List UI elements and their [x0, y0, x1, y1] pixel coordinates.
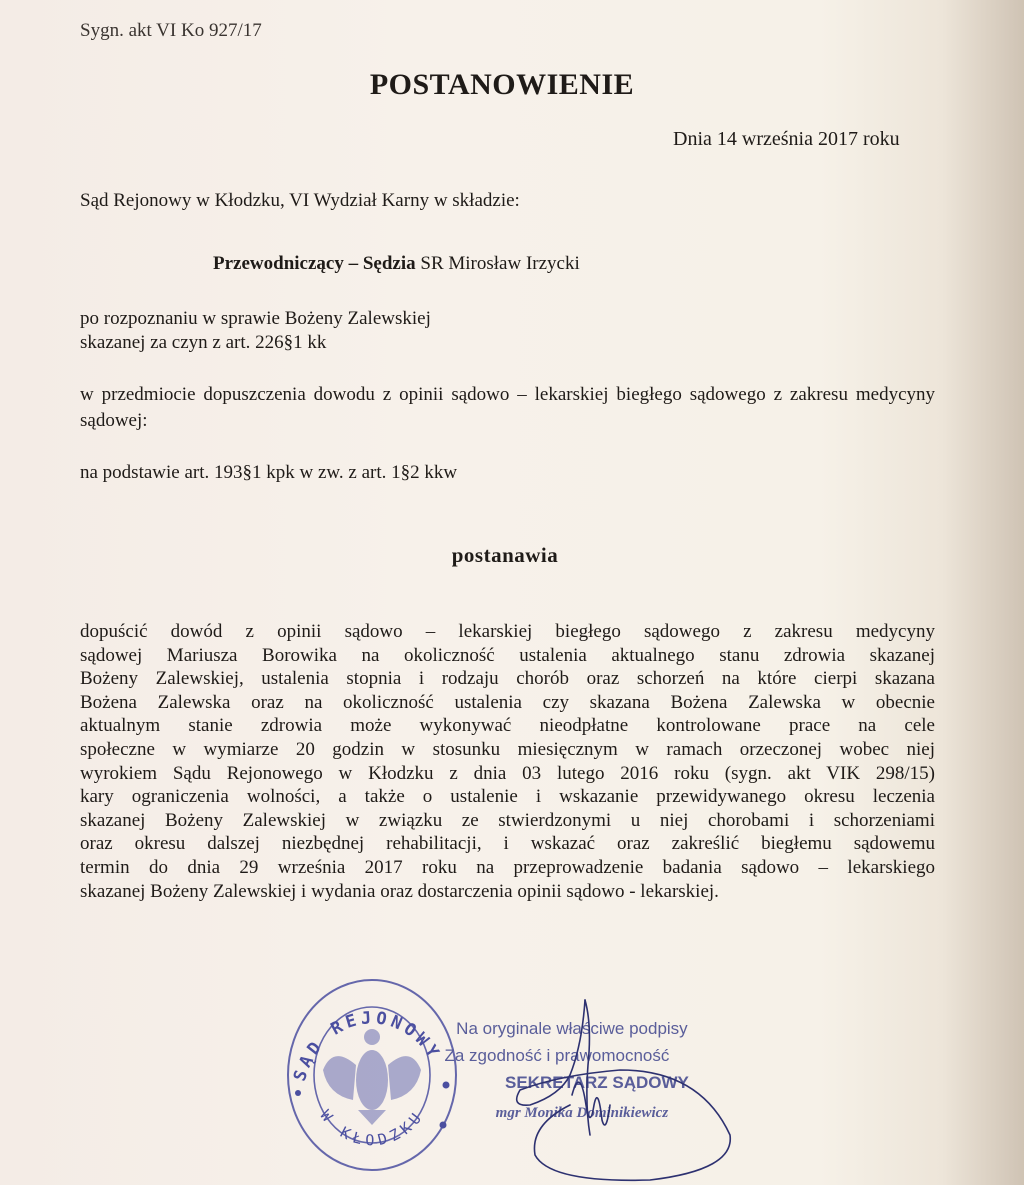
body-line: skazanej Bożeny Zalewskiej i wydania oraz dostarczenia opinii sądowo - lekarskiej. — [80, 880, 719, 902]
judge-name: SR Mirosław Irzycki — [420, 253, 580, 274]
decision-body — [80, 620, 935, 903]
stamp-text-top: SĄD REJONOWY — [290, 1008, 445, 1084]
body-line: termin do dnia 29 września 2017 roku na przeprowadzenie badania sądowo – lekarskiego — [80, 856, 935, 878]
body-line: kary ograniczenia wolności, a także o ustalenie i wskazanie przewidywanego okresu leczenia — [80, 786, 935, 808]
case-line-1: po rozpoznaniu w sprawie Bożeny Zalewskiej — [80, 308, 431, 329]
case-line-2: skazanej za czyn z art. 226§1 kk — [80, 332, 327, 353]
body-line: Bożena Zalewska oraz na okoliczność ustalenia czy skazana Bożena Zalewska w obecnie — [80, 691, 935, 713]
certification-title: SEKRETARZ SĄDOWY — [505, 1073, 689, 1092]
decision-heading: postanawia — [451, 543, 559, 567]
document-date: Dnia 14 września 2017 roku — [673, 128, 900, 150]
body-line: dopuścić dowód z opinii sądowo – lekarskiej biegłego sądowego z zakresu medycyny — [80, 621, 935, 642]
body-line: społeczne w wymiarze 20 godzin w stosunku miesięcznym w ramach orzeczonej wobec niej — [80, 738, 935, 760]
court-composition: Sąd Rejonowy w Kłodzku, VI Wydział Karny w składzie: — [80, 190, 520, 211]
body-line: oraz okresu dalszej niezbędnej rehabilitacji, i wskazać oraz zakreślić biegłemu sądowemu — [80, 833, 935, 855]
document-title: POSTANOWIENIE — [369, 68, 635, 101]
legal-basis: na podstawie art. 193§1 kpk w zw. z art. 1§2 kkw — [80, 462, 458, 483]
certification-block — [444, 1015, 689, 1127]
body-line: sądowej Mariusza Borowika na okoliczność ustalenia aktualnego stanu zdrowia skazanej — [80, 644, 935, 666]
subject-paragraph: w przedmiocie dopuszczenia dowodu z opinii sądowo – lekarskiej biegłego sądowego z zakresu medycyny sądowej: — [80, 384, 935, 431]
body-line: skazanej Bożeny Zalewskiej w związku ze stwierdzonymi u niej chorobami i schorzeniami — [80, 809, 935, 831]
certification-line-1: Na oryginale właściwe podpisy — [456, 1019, 688, 1038]
certification-name: mgr Monika Dominikiewicz — [495, 1105, 669, 1121]
stamp-text-bottom: W KŁODZKU — [316, 1106, 428, 1150]
court-stamp — [283, 975, 461, 1175]
judge-role: Przewodniczący – Sędzia — [213, 253, 416, 274]
body-line: Bożeny Zalewskiej, ustalenia stopnia i rodzaju chorób oraz schorzeń na które cierpi skazana — [80, 668, 935, 690]
body-line: aktualnym stanie zdrowia może wykonywać nieodpłatne kontrolowane prace na cele — [80, 715, 935, 737]
certification-line-2: Za zgodność i prawomocność — [444, 1046, 670, 1065]
case-reference: Sygn. akt VI Ko 927/17 — [80, 20, 262, 41]
body-line: wyrokiem Sądu Rejonowego w Kłodzku z dnia 03 lutego 2016 roku (sygn. akt VIK 298/15) — [80, 762, 935, 784]
eagle-emblem-icon — [323, 1029, 421, 1125]
presiding-judge — [213, 253, 580, 275]
